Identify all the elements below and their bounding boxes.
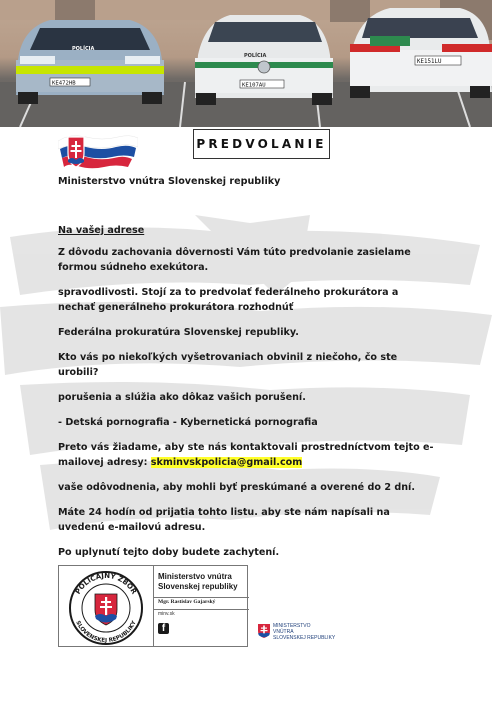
paragraph-4: Kto vás po niekoľkých vyšetrovaniach obvinil z niečoho, čo ste urobili?	[58, 352, 398, 378]
card-person: Mgr. Rastislav Gajarský	[158, 599, 216, 605]
paragraph-9: Máte 24 hodín od prijatia tohto listu. aby ste nám napísali na uvedenú e-mailovú adresu.	[58, 507, 390, 533]
police-cars-illustration	[0, 0, 492, 127]
address-heading: Na vašej adrese	[58, 225, 145, 236]
ministry-logo	[258, 622, 338, 648]
card-website: minv.sk	[158, 611, 175, 617]
document-title: PREDVOLANIE	[196, 137, 327, 151]
seal-text-bottom: SLOVENSKEJ REPUBLIKY	[74, 620, 138, 645]
ministry-logo-line2: VNÚTRA	[273, 629, 294, 635]
car-plate-1: KE472HB	[52, 80, 76, 87]
card-ministry-name: Ministerstvo vnútra Slovenskej republiky	[158, 572, 238, 591]
slovak-flag-icon	[58, 131, 138, 171]
paragraph-6: - Detská pornografia - Kybernetická pornografia	[58, 417, 318, 428]
ministry-logo-text	[273, 623, 335, 641]
paragraph-8: vaše odôvodnenia, aby mohli byť preskúmané a overené do 2 dní.	[58, 482, 415, 493]
paragraph-10: Po uplynutí tejto doby budete zachytení.	[58, 547, 280, 558]
ministry-logo-line3: SLOVENSKEJ REPUBLIKY	[273, 635, 336, 641]
card-divider	[154, 597, 249, 598]
paragraph-7-text: Preto vás žiadame, aby ste nás kontaktovali prostredníctvom tejto e-mailovej adresy:	[58, 442, 434, 468]
police-cars-photo	[0, 0, 492, 127]
contact-email: skminvskpolicia@gmail.com	[150, 457, 303, 468]
facebook-icon: f	[158, 623, 169, 634]
car-plate-2: KE107AU	[242, 82, 266, 89]
document-body	[58, 223, 438, 560]
card-divider	[154, 609, 249, 610]
signature-card	[58, 565, 248, 647]
paragraph-3: Federálna prokuratúra Slovenskej republiky.	[58, 327, 299, 338]
paragraph-2: spravodlivosti. Stojí za to predvolať federálneho prokurátora a nechať generálneho prokurátora rozhodnúť	[58, 287, 399, 313]
card-details	[153, 566, 249, 646]
paragraph-5: porušenia a slúžia ako dôkaz vašich porušení.	[58, 392, 306, 403]
paragraph-1: Z dôvodu zachovania dôvernosti Vám túto predvolanie zasielame formou súdneho exekútora.	[58, 247, 411, 273]
ministry-logo-line1: MINISTERSTVO	[273, 623, 311, 629]
paragraph-7	[58, 440, 438, 470]
car-plate-3: KE151LU	[417, 59, 442, 65]
car-label-1: POLÍCIA	[72, 46, 95, 52]
police-seal-icon	[62, 570, 150, 646]
ministry-name: Ministerstvo vnútra Slovenskej republiky	[58, 176, 281, 187]
seal-text-top: POLICAJNÝ ZBOR	[73, 571, 139, 596]
car-label-2: POLÍCIA	[244, 53, 267, 59]
shield-icon	[258, 624, 270, 638]
title-box	[193, 129, 330, 159]
